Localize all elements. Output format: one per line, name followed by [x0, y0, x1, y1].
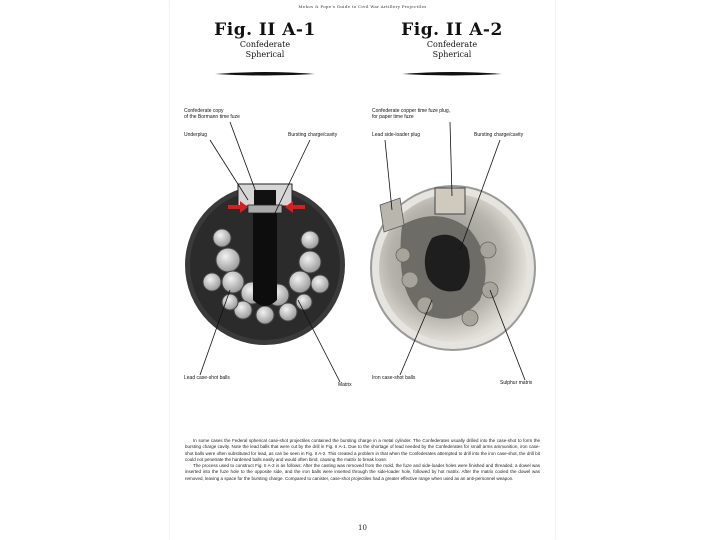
label-iron-balls: Iron case-shot balls — [372, 375, 416, 381]
figure-subtitle: Spherical — [245, 50, 285, 59]
shell-a1 — [185, 184, 345, 345]
title-flourish — [215, 72, 502, 76]
label-text: Confederate copy of the Bormann time fuze — [184, 108, 240, 120]
book-page — [170, 0, 555, 540]
figure-number: Fig. II A-2 — [401, 20, 503, 40]
figure-number: Fig. II A-1 — [214, 20, 316, 40]
caption-paragraph: The process used to construct Fig. II A-2 is as follows: After the casting was removed from the mold, the fuze and side-loader holes were finished and threaded, a dowel was inserted into the fuze hole to the opposite side, and the iron balls were inserted through the side-loader hole, followed by hot matrix. After the matrix cooled the dowel was removed, leaving a space for the bursting charge. Compared to canister, case-shot projectiles had a greater effective range when used as an anti-personnel weapon. — [185, 463, 540, 481]
figure-subtitle: Confederate — [239, 40, 291, 49]
page-number: 10 — [358, 524, 367, 532]
label-matrix: Matrix — [338, 382, 352, 388]
label-lead-balls: Lead case-shot balls — [184, 375, 230, 381]
label-sulphur-matrix: Sulphur matrix — [500, 380, 533, 386]
label-text: Confederate copper time fuze plug, for paper time fuze — [372, 108, 451, 120]
copper-fuze-plug — [435, 188, 465, 214]
label-bursting-charge: Bursting charge/cavity — [288, 132, 338, 138]
label-copper-fuze — [372, 108, 450, 120]
label-underplug: Underplug — [184, 132, 208, 138]
caption — [185, 438, 540, 482]
caption-paragraph: In some cases the Federal spherical case-shot projectiles contained the bursting charge in a metal cylinder. The Confederates usually drilled into the case-shot to form the bursting charge cavity. Note the lead balls that were cut by the drill in Fig. II A-1. Due to the shortage of lead needed by the Confederates for small arms ammunition, iron case-shot balls were often substituted for lead, as can be seen in Fig. II A-2. This created a problem in that when the Confederates attempted to drill into the iron case-shot, the drill bit could not penetrate the hardened balls easily and would often bind, causing the matrix to break loose. — [185, 438, 540, 462]
running-header: Mehos & Pope's Guide to Civil War Artillery Projectiles — [298, 4, 427, 9]
label-bursting-charge: Bursting charge/cavity — [474, 132, 524, 138]
label-bormann-fuze — [184, 108, 240, 120]
label-side-loader: Lead side-loader plug — [372, 132, 421, 138]
shell-a2 — [371, 186, 535, 350]
bursting-cavity — [253, 210, 277, 306]
figure-subtitle: Confederate — [426, 40, 478, 49]
figure-subtitle: Spherical — [432, 50, 472, 59]
